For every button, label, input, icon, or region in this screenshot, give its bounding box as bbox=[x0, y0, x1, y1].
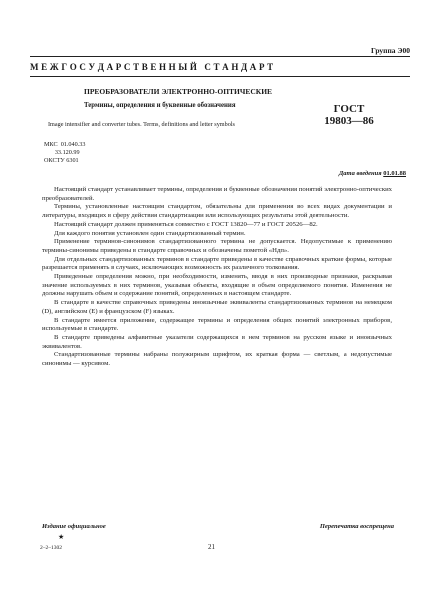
paragraph: В стандарте в качестве справочных приведены иноязычные эквиваленты стандартизованных терминов на немецком (D), английском (E) и французском (F) языках. bbox=[42, 299, 392, 315]
introduction-date-label: Дата введения bbox=[338, 170, 382, 177]
interstate-standard-text: М Е Ж Г О С У Д А Р С Т В Е Н Н Ы Й С Т А Н Д А Р Т bbox=[30, 62, 274, 72]
print-code: 2–2–1302 bbox=[40, 545, 62, 551]
gost-label: ГОСТ bbox=[333, 103, 365, 115]
group-label: Группа Э00 bbox=[371, 46, 410, 55]
mks-code-line2: 33.120.99 bbox=[44, 149, 80, 156]
document-title: ПРЕОБРАЗОВАТЕЛИ ЭЛЕКТРОННО-ОПТИЧЕСКИЕ bbox=[84, 87, 273, 96]
body-text bbox=[42, 186, 392, 369]
paragraph: Термины, установленные настоящим стандартом, обязательны для применения во всех видах документации и литературы, входящих в сферу действия стандартизации или использующих результаты этой деятельности. bbox=[42, 203, 392, 220]
paragraph: Приведенные определения можно, при необходимости, изменять, вводя в них производные признаки, раскрывая значение используемых в них терминов, указывая объекты, входящие в объем определяемого понятия. Изменения не должны нарушать объем и содержание понятий, определенных в настоящем стандарте. bbox=[42, 273, 392, 298]
paragraph: Настоящий стандарт устанавливает термины, определения и буквенные обозначения понятий электронно-оптических преобразователей. bbox=[42, 186, 392, 202]
okstu-code: ОКСТУ 6301 bbox=[44, 157, 79, 164]
paragraph: Для отдельных стандартизованных терминов в стандарте приведены в качестве справочных краткие формы, которые разрешается применять в случаях, исключающих возможность их различного толкования. bbox=[42, 255, 392, 272]
header-rule-top bbox=[30, 56, 410, 57]
header-rule-bottom bbox=[30, 76, 410, 77]
paragraph: Настоящий стандарт должен применяться совместно с ГОСТ 13820—77 и ГОСТ 20526—82. bbox=[54, 220, 318, 228]
official-edition-label: Издание официальное bbox=[42, 523, 106, 530]
interstate-standard-heading bbox=[30, 62, 410, 72]
gost-number: 19803—86 bbox=[324, 115, 374, 127]
page-number: 21 bbox=[208, 543, 215, 551]
classification-codes bbox=[44, 141, 85, 165]
document-subtitle: Термины, определения и буквенные обозначения bbox=[84, 102, 236, 109]
english-title: Image intensifier and converter tubes. Terms, definitions and letter symbols bbox=[48, 121, 235, 128]
reprint-prohibited-label: Перепечатка воспрещена bbox=[319, 523, 394, 530]
paragraph: В стандарте имеется приложение, содержащее термины и определения общих понятий электронных приборов, используемые в стандарте. bbox=[42, 316, 392, 333]
paragraph: Для каждого понятия установлен один стандартизованный термин. bbox=[54, 229, 246, 237]
star-icon: ★ bbox=[58, 533, 65, 541]
paragraph: В стандарте приведены алфавитные указатели содержащихся в нем терминов на русском языке и иноязычных эквивалентов. bbox=[42, 333, 392, 350]
paragraph: Применение терминов-синонимов стандартизованного термина не допускается. Недопустимые к применению термины-синонимы приведены в стандарте справочных и обозначены пометой «Ндп». bbox=[42, 238, 392, 254]
introduction-date-value: 01.01.88 bbox=[383, 170, 406, 177]
introduction-date bbox=[339, 170, 406, 177]
paragraph: Стандартизованные термины набраны полужирным шрифтом, их краткая форма — светлым, а недопустимые синонимы — курсивом. bbox=[42, 351, 392, 368]
mks-code-line1: МКС 01.040.33 bbox=[44, 141, 86, 148]
